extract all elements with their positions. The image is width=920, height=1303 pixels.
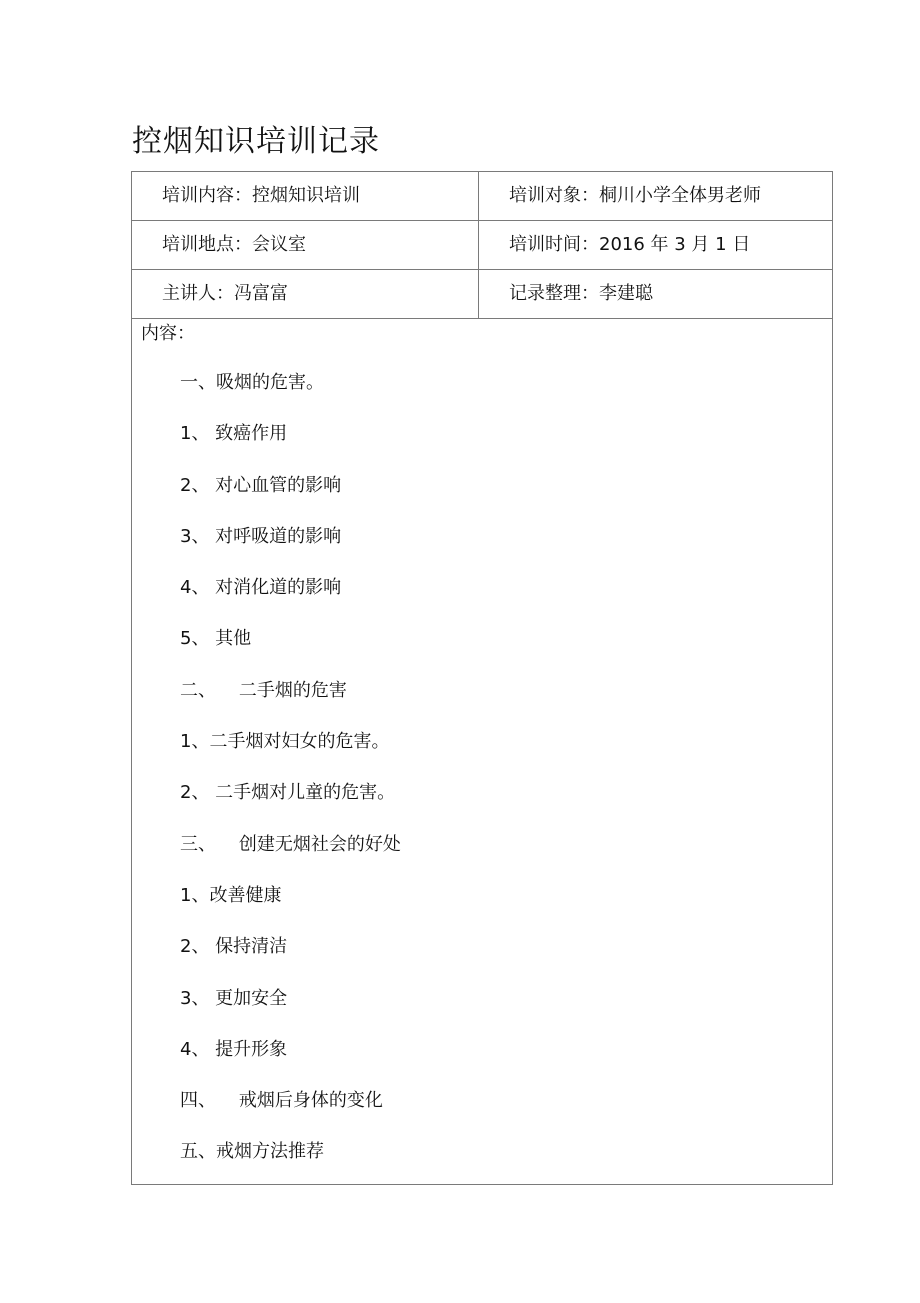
list-item: 三、 创建无烟社会的好处 xyxy=(180,833,401,855)
training-recorder: 记录整理：李建聪 xyxy=(509,283,653,304)
training-content: 培训内容：控烟知识培训 xyxy=(162,185,360,206)
content-list xyxy=(180,368,401,1189)
content-label: 内容： xyxy=(141,323,195,344)
info-row-content xyxy=(132,172,832,221)
list-item: 2、 对心血管的影响 xyxy=(180,474,342,496)
training-location: 培训地点：会议室 xyxy=(162,234,306,255)
list-item: 5、 其他 xyxy=(180,628,252,650)
info-row-location xyxy=(132,221,832,270)
list-item: 1、改善健康 xyxy=(180,884,282,906)
list-item: 五、戒烟方法推荐 xyxy=(180,1141,324,1163)
page-title: 控烟知识培训记录 xyxy=(132,124,380,159)
info-row-speaker xyxy=(132,270,832,319)
list-item: 2、 二手烟对儿童的危害。 xyxy=(180,782,396,804)
list-item: 4、 对消化道的影响 xyxy=(180,577,342,599)
list-item: 四、 戒烟后身体的变化 xyxy=(180,1090,383,1112)
list-item: 2、 保持清洁 xyxy=(180,936,288,958)
list-item: 1、二手烟对妇女的危害。 xyxy=(180,731,390,753)
training-speaker: 主讲人：冯富富 xyxy=(162,283,288,304)
list-item: 一、吸烟的危害。 xyxy=(180,372,324,393)
list-item: 3、 对呼吸道的影响 xyxy=(180,525,342,547)
list-item: 1、 致癌作用 xyxy=(180,423,288,445)
list-item: 4、 提升形象 xyxy=(180,1038,288,1060)
training-record-table xyxy=(131,171,833,1185)
list-item: 二、 二手烟的危害 xyxy=(180,679,347,701)
training-time: 培训时间：2016 年 3 月 1 日 xyxy=(509,234,751,255)
training-audience: 培训对象：桐川小学全体男老师 xyxy=(509,185,761,206)
list-item: 3、 更加安全 xyxy=(180,987,288,1009)
